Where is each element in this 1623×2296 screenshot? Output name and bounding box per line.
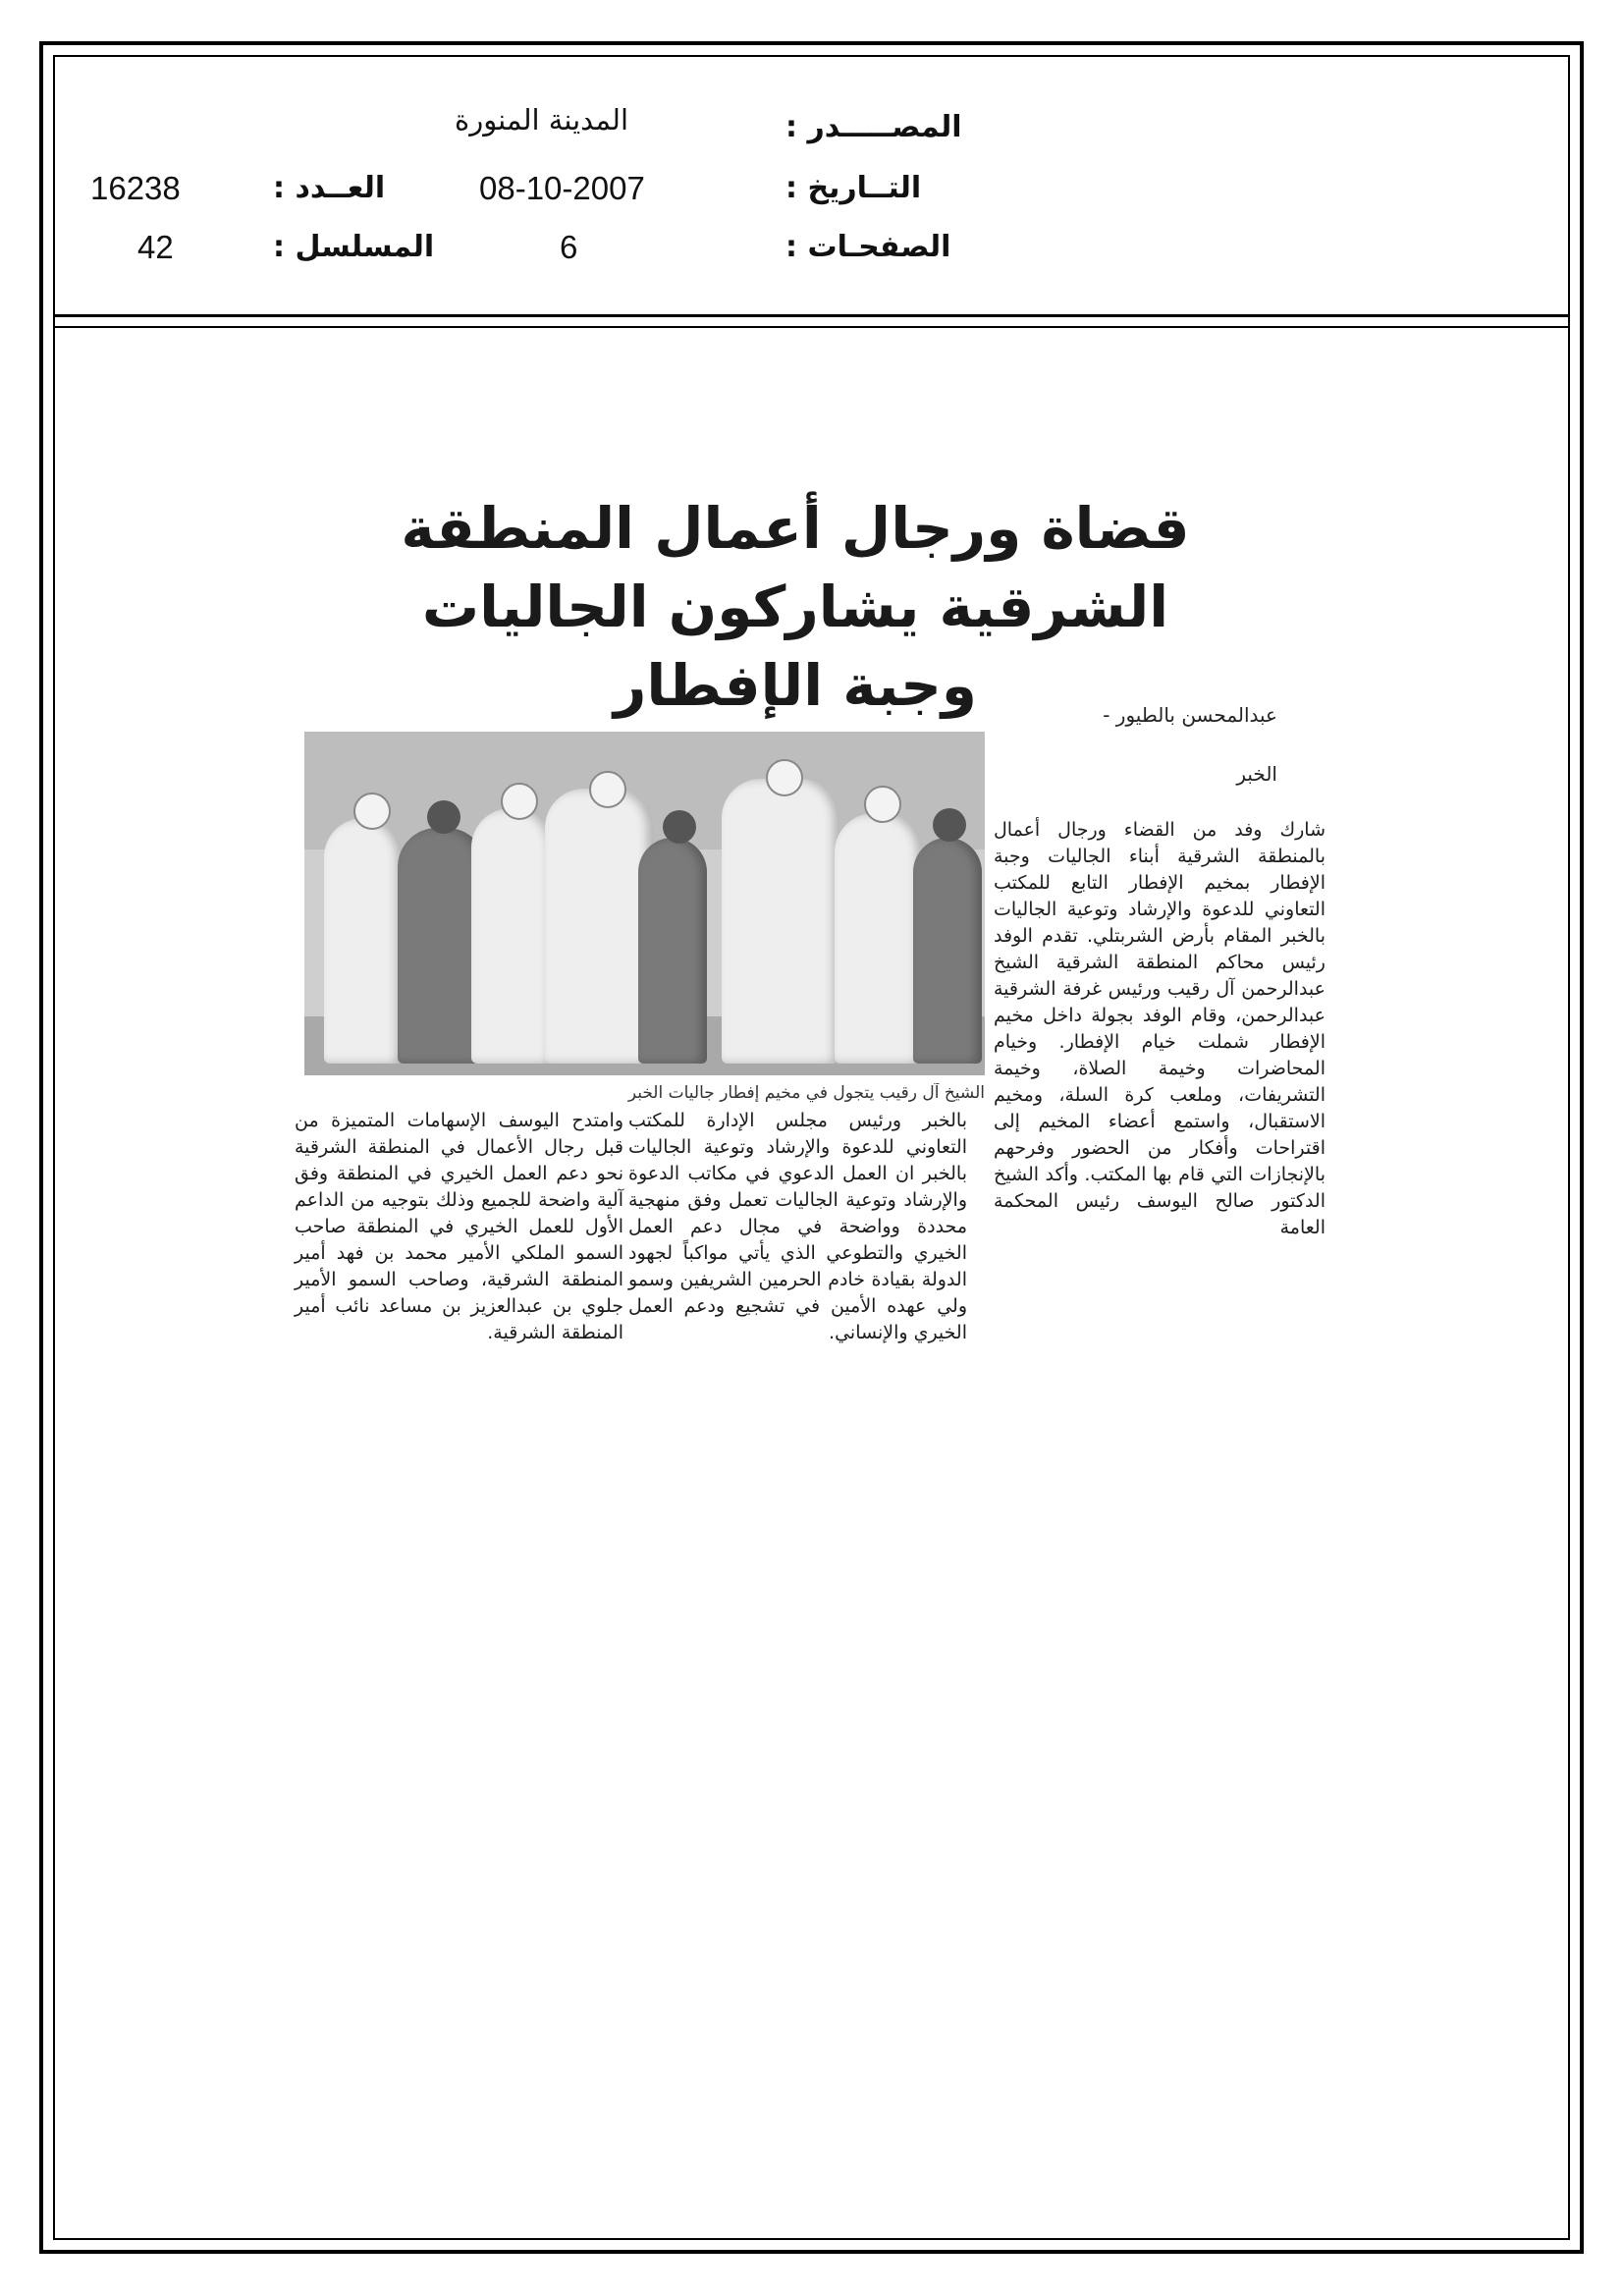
source-label: المصـــــدر : [785,110,962,144]
serial-label: المسلسل : [273,230,435,264]
article-column-3: وامتدح اليوسف الإسهامات المتميزة من قبل رجال الأعمال في المنطقة الشرقية نحو دعم العمل الخيري في المنطقة وفق آلية واضحة للجميع وذلك بتوجيه من الداعم الأول للعمل الخيري في المنطقة صاحب السمو الملكي الأمير محمد بن فهد أمير المنطقة الشرقية، وصاحب السمو الأمير جلوي بن عبدالعزيز بن مساعد نائب أمير المنطقة الشرقية. [295,1110,623,1343]
header-divider [53,314,1570,317]
article-headline [393,489,1198,725]
date-value: 08-10-2007 [479,170,645,206]
article-photo [304,732,985,1075]
headline-line-2: الشرقية يشاركون الجاليات وجبة الإفطار [421,574,1169,719]
header-divider-secondary [53,326,1570,328]
headline-line-1: قضاة ورجال أعمال المنطقة [401,495,1190,562]
issue-value: 16238 [90,170,181,206]
article-column-1: شارك وفد من القضاء ورجال أعمال بالمنطقة الشرقية أبناء الجاليات وجبة الإفطار بمخيم الإفطار التابع للمكتب التعاوني للدعوة والإرشاد وتوعية الجاليات بالخبر المقام بأرض الشربتلي. تقدم الوفد رئيس محاكم المنطقة الشرقية الشيخ عبدالرحمن آل رقيب ورئيس غرفة الشرقية عبدالرحمن، وقام الوفد بجولة داخل مخيم الإفطار شملت خيام الإفطار. وخيام المحاضرات وخيمة الصلاة، وخيمة التشريفات، وملعب كرة السلة، ومخيم الاستقبال، واستمع أعضاء المخيم إلى اقتراحات وأفكار من الحضور وفرحهم بالإنجازات التي قام بها المكتب. وأكد الشيخ الدكتور صالح اليوسف رئيس المحكمة العامة [994,819,1325,1238]
issue-label: العــدد : [273,171,386,205]
dateline-location: الخبر [1236,762,1277,786]
source-value: المدينة المنورة [455,103,629,137]
article-column-2: بالخبر ورئيس مجلس الإدارة للمكتب التعاوني للدعوة والإرشاد وتوعية الجاليات بالخبر ان العمل الدعوي في مكاتب الدعوة والإرشاد وتوعية الجاليات تعمل وفق منهجية محددة وواضحة في مجال دعم العمل الخيري والتطوعي الذي يأتي مواكباً لجهود الدولة بقيادة خادم الحرمين الشريفين وسمو ولي عهده الأمين في تشجيع ودعم العمل الخيري والإنساني. [628,1110,967,1343]
serial-value: 42 [137,229,174,265]
author-name: عبدالمحسن بالطيور - [1103,703,1277,727]
date-label: التــاريخ : [785,171,922,205]
pages-value: 6 [560,229,578,265]
article-byline [1103,685,1277,803]
photo-caption: الشيخ آل رقيب يتجول في مخيم إفطار جاليات الخبر [627,1083,985,1103]
pages-label: الصفحـات : [785,230,951,264]
